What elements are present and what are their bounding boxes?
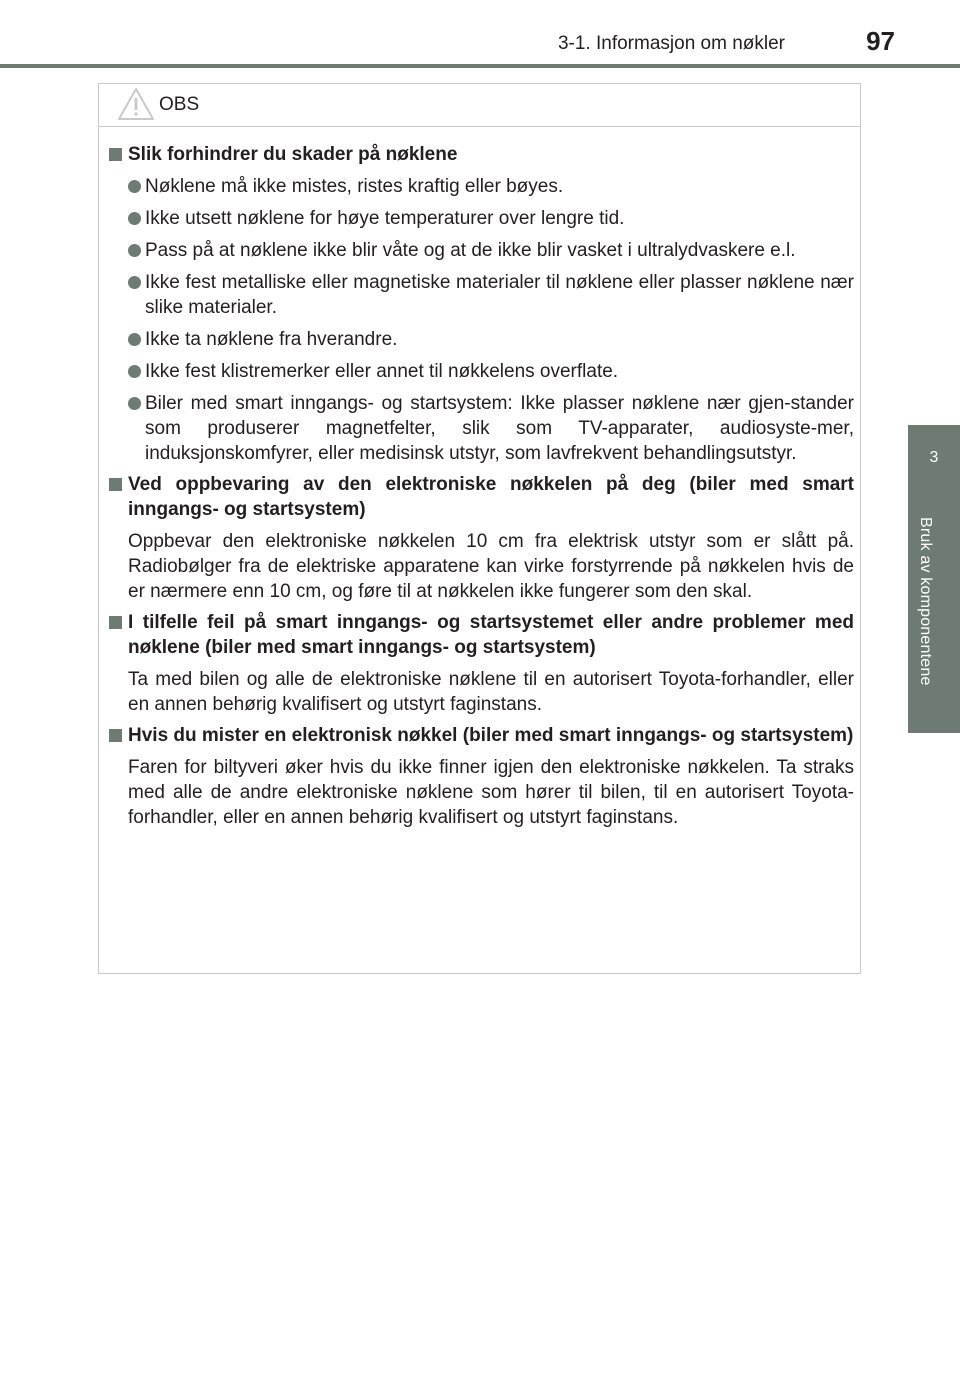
section-heading-text: Ved oppbevaring av den elektroniske nøkkelen på deg (biler med smart inngangs- og startsystem) xyxy=(128,474,854,520)
section-paragraph: Ta med bilen og alle de elektroniske nøklene til en autorisert Toyota-forhandler, eller en annen behørig kvalifisert og utstyrt faginstans. xyxy=(128,669,854,715)
round-bullet-icon xyxy=(128,212,141,225)
section-heading-key-damage xyxy=(109,142,854,167)
list-item xyxy=(109,270,854,320)
section-heading-storage xyxy=(109,472,854,522)
list-item xyxy=(109,327,854,352)
section-heading-text: Hvis du mister en elektronisk nøkkel (biler med smart inngangs- og startsystem) xyxy=(128,725,854,746)
chapter-label: Bruk av komponentene xyxy=(917,517,934,686)
chapter-number: 3 xyxy=(929,449,939,466)
square-bullet-icon xyxy=(109,729,122,742)
notice-content xyxy=(109,142,854,830)
list-item xyxy=(109,206,854,231)
page-number: 97 xyxy=(866,26,895,56)
list-item-text: Ikke ta nøklene fra hverandre. xyxy=(145,329,398,350)
round-bullet-icon xyxy=(128,276,141,289)
header-divider xyxy=(0,64,960,68)
list-item xyxy=(109,238,854,263)
square-bullet-icon xyxy=(109,616,122,629)
round-bullet-icon xyxy=(128,244,141,257)
list-item-text: Ikke fest metalliske eller magnetiske materialer til nøklene eller plasser nøklene nær slike materialer. xyxy=(145,272,854,318)
list-item-text: Biler med smart inngangs- og startsystem: Ikke plasser nøklene nær gjen-stander som produserer magnetfelter, slik som TV-apparater, audiosyste-mer, induksjonskomfyrer, eller medisinsk utstyr, som lavfrekvent behandlingsutstyr. xyxy=(145,393,854,464)
list-item xyxy=(109,391,854,466)
square-bullet-icon xyxy=(109,478,122,491)
list-item xyxy=(109,174,854,199)
list-item-text: Ikke utsett nøklene for høye temperaturer over lengre tid. xyxy=(145,208,625,229)
round-bullet-icon xyxy=(128,365,141,378)
square-bullet-icon xyxy=(109,148,122,161)
list-item-text: Pass på at nøklene ikke blir våte og at de ikke blir vasket i ultralydvaskere e.l. xyxy=(145,240,796,261)
round-bullet-icon xyxy=(128,397,141,410)
section-heading-malfunction xyxy=(109,610,854,660)
notice-box xyxy=(98,83,861,974)
list-item xyxy=(109,359,854,384)
round-bullet-icon xyxy=(128,180,141,193)
list-item-text: Nøklene må ikke mistes, ristes kraftig eller bøyes. xyxy=(145,176,564,197)
round-bullet-icon xyxy=(128,333,141,346)
section-heading-lost-key xyxy=(109,723,854,748)
chapter-side-tab xyxy=(908,425,960,733)
running-header-section: 3-1. Informasjon om nøkler xyxy=(557,33,785,54)
section-paragraph: Faren for biltyveri øker hvis du ikke finner igjen den elektroniske nøkkelen. Ta straks med alle de andre elektroniske nøklene som hører til bilen, til en autorisert Toyota-forhandler, eller en annen behørig kvalifisert og utstyrt faginstans. xyxy=(128,757,854,828)
list-item-text: Ikke fest klistremerker eller annet til nøkkelens overflate. xyxy=(145,361,619,382)
notice-title: OBS xyxy=(159,94,200,115)
section-heading-text: I tilfelle feil på smart inngangs- og startsystemet eller andre problemer med nøklene (biler med smart inngangs- og startsystem) xyxy=(128,612,854,658)
warning-triangle-icon xyxy=(117,87,155,121)
section-heading-text: Slik forhindrer du skader på nøklene xyxy=(128,144,458,165)
section-paragraph: Oppbevar den elektroniske nøkkelen 10 cm fra elektrisk utstyr som er slått på. Radiobølger fra de elektriske apparatene kan virke forstyrrende på nøkkelen hvis de er nærmere enn 10 cm, og føre til at nøkkelen ikke fungerer som den skal. xyxy=(128,531,854,602)
notice-header xyxy=(99,84,860,127)
